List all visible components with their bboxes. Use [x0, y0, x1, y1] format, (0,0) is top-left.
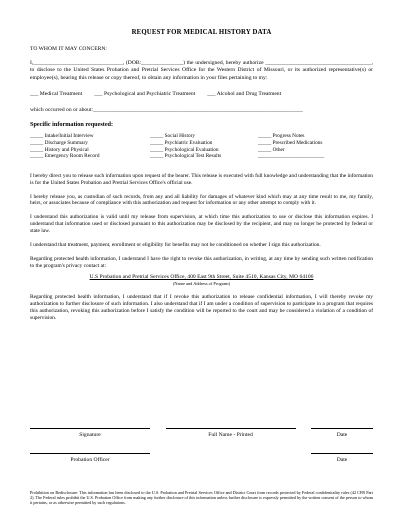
specific-info-heading: Specific information requested:	[30, 121, 114, 129]
probation-officer-field[interactable]: Probation Officer	[30, 453, 150, 463]
occurred-date-field[interactable]: which occurred on or about:___________________________________________________________________________	[30, 107, 303, 114]
info-column-1	[30, 133, 150, 159]
treatment-option-psych[interactable]: ___ Psychological and Psychiatric Treatment	[94, 91, 196, 98]
info-option-medications[interactable]: _____ Prescribed Medications	[258, 139, 323, 146]
intro-paragraph: I,________________________________, (DOB:_______________) the undersigned, hereby authorize ______________________________________, to disclose to the United States Probation and Pretrial Services Office for the Western District of Missouri, or its authorized representative(s) or employee(s), bearing this release or copy thereof, to obtain any information in your files pertaining to my:	[30, 59, 373, 81]
info-option-psychological-eval[interactable]: _____ Psychological Evaluation	[150, 146, 219, 153]
info-option-other-field[interactable]: _________________________	[258, 153, 325, 160]
info-column-2	[150, 133, 258, 159]
salutation: TO WHOM IT MAY CONCERN:	[30, 46, 107, 52]
validity-paragraph: I understand this authorization is valid until my release from supervision, at which time this authorization to use or disclose this information expires. I understand that information used or disclosed pursuant to this authorization may be disclosed by the recipient, and may no longer be protected by federal or state law.	[30, 214, 373, 235]
program-address-caption: (Name and Address of Program)	[172, 280, 231, 286]
officer-date-field[interactable]: Date	[311, 453, 373, 463]
revoke-consequence-paragraph: Regarding protected health information, I understand that if I revoke this authorization to release confidential information, I will thereby revoke my authorization to further disclosure of such information. I also understand that if I am under a condition of supervision to participate in a program that requires this authorization, revoking this authorization before I satisfy the condition will be reported to the court and may be considered a violation of a condition of supervision.	[30, 293, 373, 321]
revoke-rights-paragraph: Regarding protected health information, I understand I have the right to revoke this authorization, in writing, at any time by sending such written notification to the program's privacy contact at:	[30, 256, 373, 269]
signature-date-field[interactable]: Date	[311, 428, 373, 438]
page-title: REQUEST FOR MEDICAL HISTORY DATA	[131, 29, 272, 36]
info-option-history-physical[interactable]: _____ History and Physical	[30, 146, 89, 153]
liability-paragraph: I hereby release you, as custodian of such records, from any and all liability for damages of whatever kind which may at any time result to me, my family, heirs, or associates because of compliance with this authorization and request for information or any other attempt to comply with it.	[30, 193, 373, 207]
info-option-discharge[interactable]: _____ Discharge Summary	[30, 139, 88, 146]
program-address	[30, 274, 373, 280]
release-paragraph: I hereby direct you to release such information upon request of the bearer. This release is executed with full knowledge and understanding that the information is for the United States Probation and Pretrial Services Office's official use.	[30, 172, 373, 186]
info-column-3	[258, 133, 368, 159]
info-option-progress-notes[interactable]: _____ Progress Notes	[258, 133, 305, 140]
info-requested-grid	[30, 133, 373, 159]
treatment-option-alcohol-drug[interactable]: ___ Alcohol and Drug Treatment	[207, 91, 282, 98]
info-option-social-history[interactable]: _____ Social History	[150, 133, 196, 140]
signature-field[interactable]: Signature	[30, 428, 150, 438]
treatment-paragraph: I understand that treatment, payment, enrollment or eligibility for benefits may not be conditioned on whether I sign this authorization.	[30, 242, 321, 249]
treatment-options	[30, 91, 373, 97]
officer-row	[30, 453, 373, 463]
info-option-psych-test[interactable]: _____ Psychological Test Results	[150, 153, 222, 160]
info-option-intake[interactable]: _____ Intake/Initial Interview	[30, 133, 94, 140]
printed-name-field[interactable]: Full Name - Printed	[166, 428, 296, 438]
treatment-option-medical[interactable]: ___ Medical Treatment	[30, 91, 83, 98]
signature-row	[30, 428, 373, 438]
info-option-er-record[interactable]: _____ Emergency Room Record	[30, 153, 100, 160]
program-address-line: U.S Probation and Pretrial Services Office, 400 East 9th Street, Suite 4510, Kansas City, MO 64106	[89, 273, 314, 280]
info-option-other[interactable]: _____ Other	[258, 146, 285, 153]
redisclosure-notice: Prohibition on Redisclosure: This information has been disclosed to the U.S. Probation and Pretrial Services Office and District Court from records protected by Federal confidentiality rules (42 CFR Part 2). The Federal rules prohibit the U.S. Probation Office from making any further disclosure of this information unless further disclosure is expressly permitted by the written consent of the person to whom it pertains, or as otherwise permitted by such regulations.	[30, 490, 373, 506]
info-option-psychiatric-eval[interactable]: _____ Psychiatric Evaluation	[150, 139, 213, 146]
